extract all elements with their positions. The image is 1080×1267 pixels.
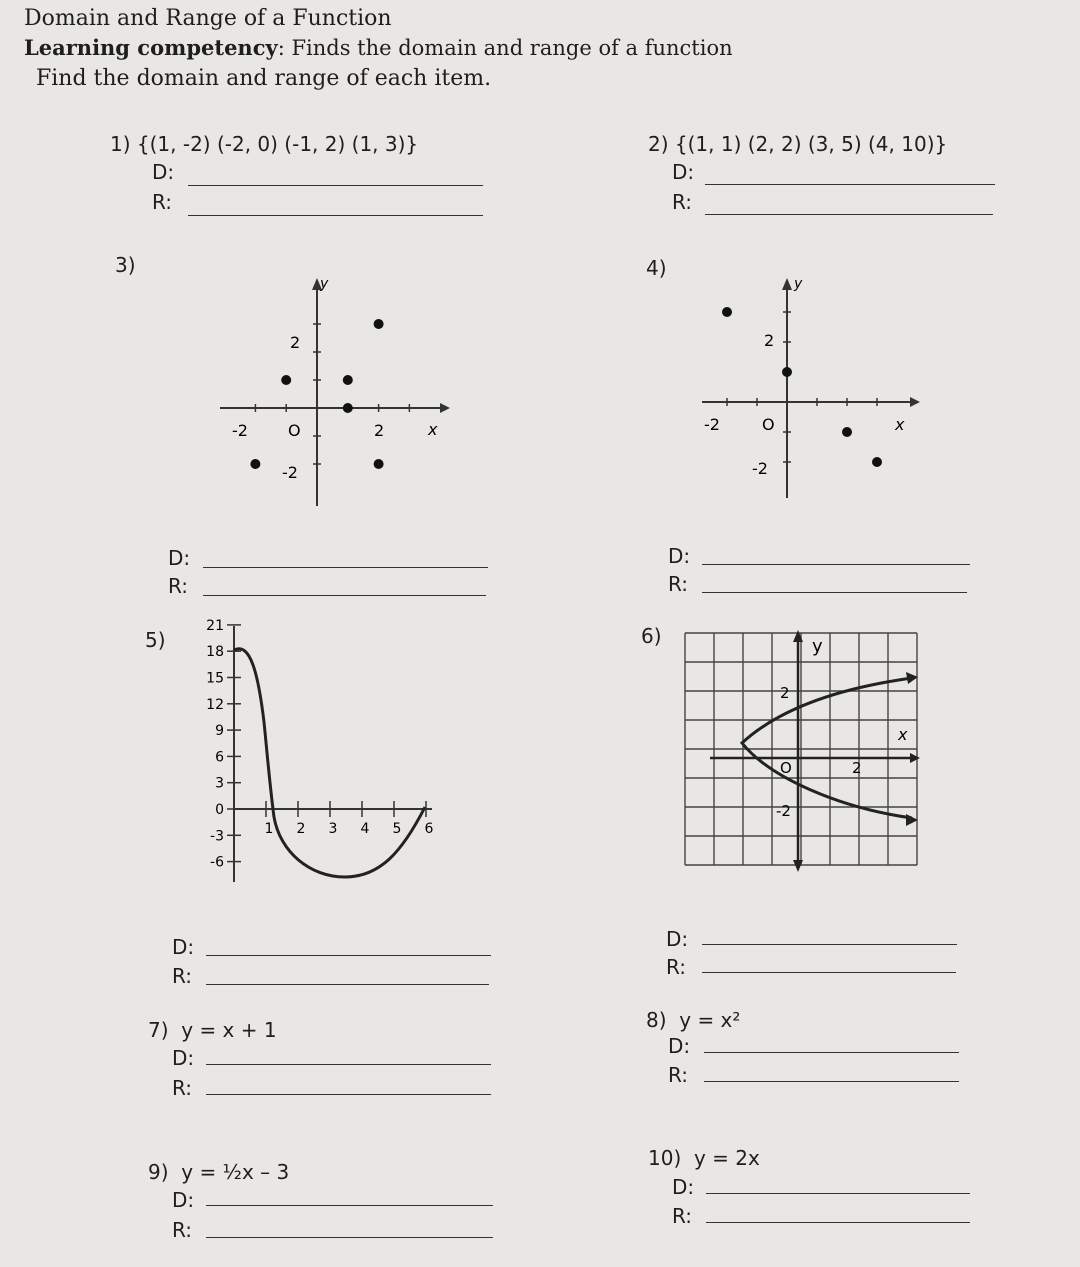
x-axis-label: x xyxy=(898,725,908,744)
data-point xyxy=(374,319,384,329)
tick-label: -2 xyxy=(704,415,720,434)
item-4-number: 4) xyxy=(646,256,667,280)
domain-answer-line[interactable] xyxy=(206,1064,491,1065)
x-axis-arrow xyxy=(440,403,450,413)
worksheet-title: Domain and Range of a Function xyxy=(24,6,392,31)
domain-label: D: xyxy=(668,1034,691,1058)
domain-answer-line[interactable] xyxy=(206,955,491,956)
tick-label: O xyxy=(762,415,775,434)
x-axis-label: x xyxy=(428,420,438,439)
curve-arrow-bottom xyxy=(906,814,918,826)
data-point xyxy=(281,375,291,385)
range-answer-line[interactable] xyxy=(206,1237,493,1238)
data-point xyxy=(782,367,792,377)
domain-answer-line[interactable] xyxy=(704,1052,959,1053)
item-text: {(1, 1) (2, 2) (3, 5) (4, 10)} xyxy=(674,132,948,156)
x-axis-label: x xyxy=(895,415,905,434)
y-axis-arrow xyxy=(782,278,792,290)
domain-answer-line[interactable] xyxy=(188,185,483,186)
range-answer-line[interactable] xyxy=(704,1081,959,1082)
range-label: R: xyxy=(172,1218,193,1242)
domain-label: D: xyxy=(172,935,195,959)
tick-label: -2 xyxy=(752,459,768,478)
domain-label: D: xyxy=(172,1046,195,1070)
item-text: y = x + 1 xyxy=(181,1018,277,1042)
y-axis-label: y xyxy=(794,276,803,292)
item-10 xyxy=(648,1146,760,1170)
tick-label: 2 xyxy=(764,331,775,350)
range-answer-line[interactable] xyxy=(203,595,486,596)
item-number: 10) xyxy=(648,1146,682,1170)
domain-answer-line[interactable] xyxy=(702,944,957,945)
range-answer-line[interactable] xyxy=(702,592,967,593)
data-point xyxy=(343,375,353,385)
competency-text: : Finds the domain and range of a function xyxy=(277,36,733,60)
domain-label: D: xyxy=(672,160,695,184)
tick-label: O xyxy=(780,759,792,777)
y-axis-label: y xyxy=(812,636,823,657)
item-number: 1) xyxy=(110,132,131,156)
item-9 xyxy=(148,1160,289,1184)
data-point xyxy=(343,403,353,413)
item-6-number: 6) xyxy=(641,624,662,648)
range-label: R: xyxy=(668,572,689,596)
data-point xyxy=(250,459,260,469)
y-tick-label: 0 xyxy=(215,802,224,818)
item-number: 7) xyxy=(148,1018,169,1042)
data-point xyxy=(722,307,732,317)
y-tick-label: 6 xyxy=(215,749,224,766)
y-tick-label: 3 xyxy=(215,775,224,792)
tick-label: 2 xyxy=(374,421,385,440)
domain-label: D: xyxy=(668,544,691,568)
item-7 xyxy=(148,1018,277,1042)
range-label: R: xyxy=(666,955,687,979)
item-5-number: 5) xyxy=(145,628,166,652)
tick-label: -2 xyxy=(776,802,791,820)
y-tick-label: 21 xyxy=(206,617,224,634)
item-text: y = x² xyxy=(679,1008,741,1032)
range-label: R: xyxy=(668,1063,689,1087)
x-tick-label: 6 xyxy=(424,821,434,837)
graph-3 xyxy=(210,270,460,510)
tick-label: -2 xyxy=(282,463,298,482)
range-label: R: xyxy=(172,1076,193,1100)
domain-answer-line[interactable] xyxy=(705,184,995,185)
domain-label: D: xyxy=(672,1175,695,1199)
data-point xyxy=(374,459,384,469)
item-number: 8) xyxy=(646,1008,667,1032)
tick-label: O xyxy=(288,421,301,440)
range-label: R: xyxy=(168,574,189,598)
domain-answer-line[interactable] xyxy=(206,1205,493,1206)
range-answer-line[interactable] xyxy=(206,1094,491,1095)
parabola-curve xyxy=(742,678,912,818)
y-tick-label: 18 xyxy=(206,644,224,661)
item-1 xyxy=(110,132,418,156)
x-axis-arrow xyxy=(910,397,920,407)
range-answer-line[interactable] xyxy=(706,1222,970,1223)
domain-label: D: xyxy=(666,927,689,951)
instruction: Find the domain and range of each item. xyxy=(36,66,492,91)
item-3-number: 3) xyxy=(115,253,136,277)
item-text: y = ½x – 3 xyxy=(181,1160,290,1184)
data-point xyxy=(872,457,882,467)
graph-5 xyxy=(180,612,450,892)
range-label: R: xyxy=(672,1204,693,1228)
graph-6 xyxy=(680,628,925,878)
x-tick-label: 5 xyxy=(392,821,402,837)
x-axis-arrow xyxy=(910,753,920,763)
domain-answer-line[interactable] xyxy=(203,567,488,568)
domain-answer-line[interactable] xyxy=(702,564,970,565)
data-point xyxy=(842,427,852,437)
range-label: R: xyxy=(152,190,173,214)
learning-competency xyxy=(24,35,733,60)
x-tick-label: 1 xyxy=(264,821,274,837)
tick-label: 2 xyxy=(852,759,862,777)
item-text: y = 2x xyxy=(693,1146,760,1170)
range-answer-line[interactable] xyxy=(188,215,483,216)
curve-arrow-top xyxy=(906,672,918,684)
x-tick-label: 3 xyxy=(328,821,338,837)
item-number: 2) xyxy=(648,132,669,156)
range-label: R: xyxy=(672,190,693,214)
graph-4 xyxy=(690,270,940,510)
function-curve xyxy=(234,649,425,877)
competency-label: Learning competency xyxy=(24,35,278,60)
y-tick-label: 9 xyxy=(215,723,224,740)
tick-label: 2 xyxy=(290,333,301,352)
x-tick-label: 4 xyxy=(360,821,370,837)
domain-label: D: xyxy=(152,160,175,184)
domain-label: D: xyxy=(168,546,191,570)
range-answer-line[interactable] xyxy=(705,214,993,215)
y-axis-arrow-down xyxy=(793,860,803,872)
y-tick-label: -6 xyxy=(210,854,224,871)
domain-answer-line[interactable] xyxy=(706,1193,970,1194)
range-label: R: xyxy=(172,964,193,988)
item-text: {(1, -2) (-2, 0) (-1, 2) (1, 3)} xyxy=(136,132,419,156)
range-answer-line[interactable] xyxy=(206,984,489,985)
item-number: 9) xyxy=(148,1160,169,1184)
y-tick-label: 12 xyxy=(206,696,224,713)
y-tick-label: 15 xyxy=(206,670,224,687)
domain-label: D: xyxy=(172,1188,195,1212)
tick-label: -2 xyxy=(232,421,248,440)
item-2 xyxy=(648,132,947,156)
item-8 xyxy=(646,1008,740,1032)
y-axis-label: y xyxy=(320,276,329,292)
tick-label: 2 xyxy=(780,684,790,702)
x-tick-label: 2 xyxy=(296,821,306,837)
range-answer-line[interactable] xyxy=(702,972,956,973)
y-tick-label: -3 xyxy=(210,828,224,845)
